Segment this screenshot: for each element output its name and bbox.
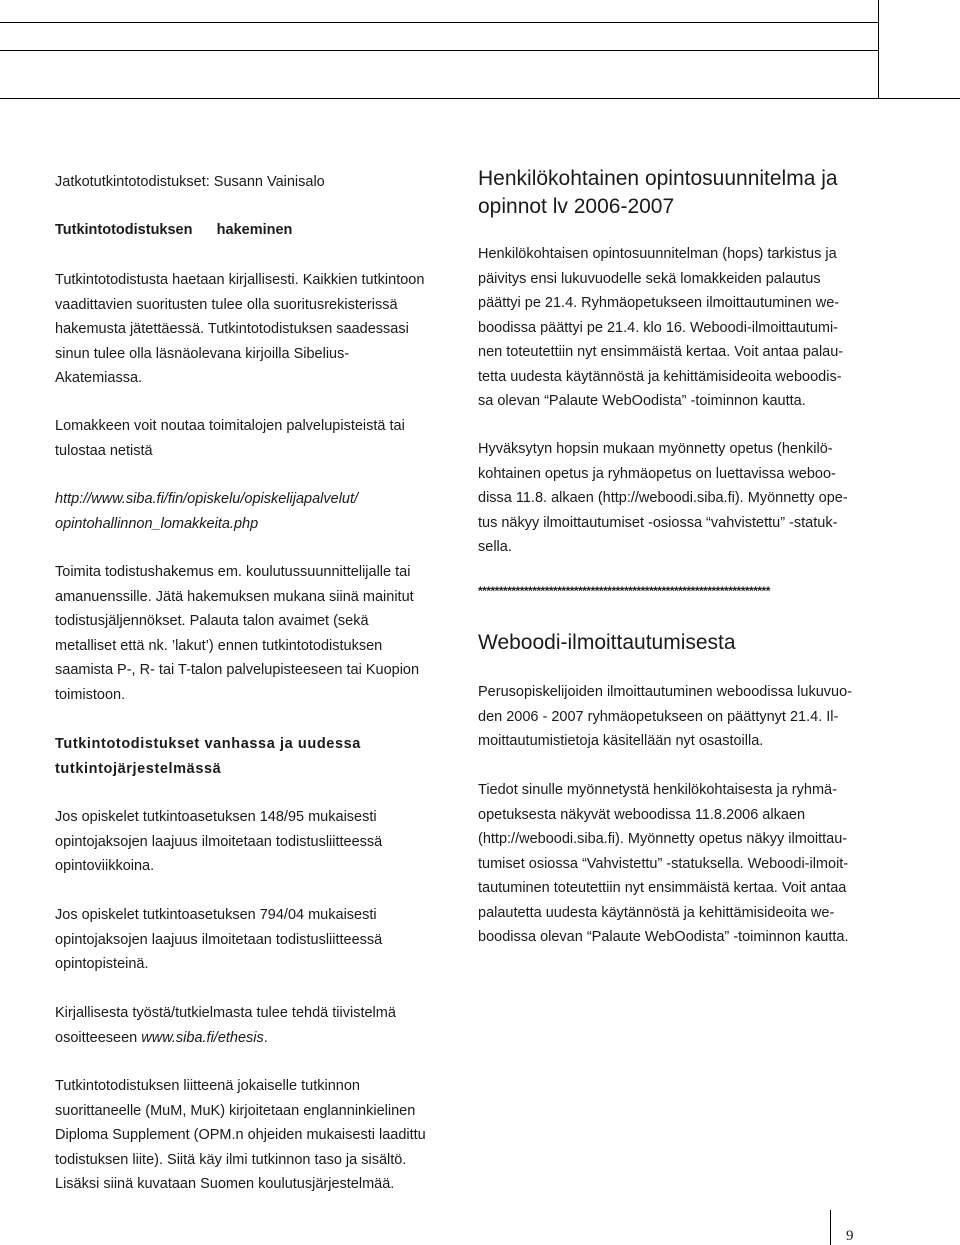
text-line: hakemusta jätettäessä. Tutkintotodistuksen saadessasi	[55, 321, 409, 337]
text-line: boodissa päättyi pe 21.4. klo 16. Weboodi-ilmoittautumi-	[478, 319, 839, 336]
text-line: opintojaksojen laajuus ilmoitetaan todistusliitteessä	[55, 931, 383, 948]
paragraph-794-04	[55, 903, 382, 977]
top-right-rule	[878, 0, 879, 99]
text-line: toimistoon.	[55, 686, 126, 703]
text-line: sella.	[478, 539, 512, 555]
text-line: todistusjäljennökset. Palauta talon avaimet (sekä	[55, 613, 369, 629]
text-line: Diploma Supplement (OPM.n ohjeiden mukaisesti laadittu	[55, 1127, 426, 1143]
bottom-right-rule	[830, 1210, 831, 1245]
text-line: suorittaneelle (MuM, MuK) kirjoitetaan englanninkielinen	[55, 1102, 416, 1119]
text-line: kohtainen opetus ja ryhmäopetus on luettavissa weboo-	[478, 465, 836, 482]
top-rule-1	[0, 22, 878, 23]
text-fragment: .	[263, 1029, 268, 1046]
paragraph-approved-hops	[478, 437, 848, 560]
text-line: vaadittavien suoritusten tulee olla suoritusrekisterissä	[55, 296, 398, 313]
text-line: Lisäksi siinä kuvataan Suomen koulutusjärjestelmää.	[55, 1176, 395, 1192]
section-heading-weboodi	[478, 629, 736, 657]
section-heading-old-new-system	[55, 732, 361, 781]
text-line: tus näkyy ilmoittautumiset -osiossa “vahvistettu” -statuk-	[478, 514, 838, 531]
text-line: tetta uudesta käytännöstä ja kehittämisideoita weboodis-	[478, 368, 842, 385]
text-line: sa olevan “Palaute WebOodista” -toiminnon kautta.	[478, 393, 806, 409]
text-line: sinun tulee olla läsnäolevana kirjoilla Sibelius-	[55, 345, 350, 362]
url-line[interactable]: http://www.siba.fi/fin/opiskelu/opiskelijapalvelut/	[55, 491, 359, 507]
text-line: opetuksesta näkyvät weboodissa 11.8.2006 alkaen	[478, 806, 806, 823]
section-heading-application: Tutkintotodistuksen hakeminen	[55, 222, 293, 238]
text-line: Toimita todistushakemus em. koulutussuunnittelijalle tai	[55, 564, 411, 580]
text-line: opintojaksojen laajuus ilmoitetaan todistusliitteessä	[55, 833, 383, 850]
heading-line: tutkintojärjestelmässä	[55, 760, 222, 777]
text-line: Jos opiskelet tutkintoasetuksen 148/95 mukaisesti	[55, 809, 377, 825]
forms-url-link[interactable]	[55, 487, 358, 536]
text-line: moittautumistietoja käsitellään nyt osastoilla.	[478, 733, 764, 749]
text-line: Henkilökohtaisen opintosuunnitelman (hops) tarkistus ja	[478, 246, 837, 262]
heading-line: Weboodi-ilmoittautumisesta	[478, 631, 736, 654]
heading-line: Tutkintotodistukset vanhassa ja uudessa	[55, 736, 361, 752]
text-line: dissa 11.8. alkaen (http://weboodi.siba.fi). Myönnetty ope-	[478, 490, 848, 506]
text-line: tulostaa netistä	[55, 442, 153, 459]
text-line: todistuksen liite). Siitä käy ilmi tutkinnon taso ja sisältö.	[55, 1151, 407, 1168]
text-line: metalliset että nk. ’lakut’) ennen tutkintotodistuksen	[55, 637, 383, 654]
text-line: palautetta uudesta käytännöstä ja kehittämisideoita we-	[478, 904, 835, 921]
url-line[interactable]: opintohallinnon_lomakkeita.php	[55, 515, 259, 532]
paragraph-teaching-info	[478, 778, 849, 950]
text-line: Hyväksytyn hopsin mukaan myönnetty opetus (henkilö-	[478, 441, 833, 457]
section-heading-hops	[478, 165, 838, 221]
text-line: nen toteutettiin nyt ensimmäistä kertaa. Voit antaa palau-	[478, 344, 844, 360]
text-line: Lomakkeen voit noutaa toimitalojen palvelupisteistä tai	[55, 418, 405, 434]
paragraph-submit	[55, 560, 419, 707]
text-line: Perusopiskelijoiden ilmoittautuminen weboodissa lukuvuo-	[478, 684, 852, 700]
paragraph-148-95	[55, 805, 382, 879]
heading-line: opinnot lv 2006-2007	[478, 195, 675, 218]
text-line	[55, 1026, 396, 1051]
text-line: saamista P-, R- tai T-talon palvelupisteeseen tai Kuopion	[55, 662, 420, 678]
paragraph-forms	[55, 414, 405, 463]
text-line: Jos opiskelet tutkintoasetuksen 794/04 mukaisesti	[55, 907, 377, 923]
text-line: Kirjallisesta työstä/tutkielmasta tulee tehdä tiivistelmä	[55, 1005, 396, 1021]
page-number: 9	[846, 1228, 854, 1244]
paragraph-basic-students	[478, 680, 852, 754]
text-line: Akatemiassa.	[55, 370, 143, 386]
text-line: (http://weboodi.siba.fi). Myönnetty opetus näkyy ilmoittau-	[478, 831, 848, 847]
intro-line: Jatkotutkintotodistukset: Susann Vainisalo	[55, 174, 325, 190]
paragraph-hops	[478, 242, 843, 414]
top-rule-2	[0, 50, 878, 51]
text-line: tautuminen toteutettiin nyt ensimmäistä kertaa. Voit antaa	[478, 880, 847, 896]
text-line: päättyi pe 21.4. Ryhmäopetukseen ilmoittautuminen we-	[478, 295, 840, 311]
top-rule-3	[0, 98, 960, 99]
text-line: den 2006 - 2007 ryhmäopetukseen on päättynyt 21.4. Il-	[478, 708, 839, 725]
text-line: amanuenssille. Jätä hakemuksen mukana siinä mainitut	[55, 588, 414, 605]
text-line: Tutkintotodistuksen liitteenä jokaiselle tutkinnon	[55, 1078, 360, 1094]
text-line: opintoviikkoina.	[55, 858, 155, 874]
text-line: Tiedot sinulle myönnetystä henkilökohtaisesta ja ryhmä-	[478, 782, 837, 798]
paragraph-diploma-supplement	[55, 1074, 426, 1197]
heading-line: Henkilökohtainen opintosuunnitelma ja	[478, 167, 838, 190]
text-line: Tutkintotodistusta haetaan kirjallisesti. Kaikkien tutkintoon	[55, 272, 425, 288]
text-fragment: osoitteeseen	[55, 1029, 142, 1046]
asterisk-separator: **********************************************************************	[478, 584, 770, 598]
text-line: päivitys ensi lukuvuodelle sekä lomakkeiden palautus	[478, 270, 821, 287]
text-line: opintopisteinä.	[55, 956, 149, 972]
ethesis-link[interactable]: www.siba.fi/ethesis	[141, 1029, 264, 1046]
text-line: boodissa olevan “Palaute WebOodista” -toiminnon kautta.	[478, 929, 849, 945]
paragraph-thesis-abstract	[55, 1001, 396, 1050]
text-line: tumiset osiossa “Vahvistettu” -statuksella. Weboodi-ilmoit-	[478, 855, 849, 872]
paragraph-application	[55, 268, 424, 391]
